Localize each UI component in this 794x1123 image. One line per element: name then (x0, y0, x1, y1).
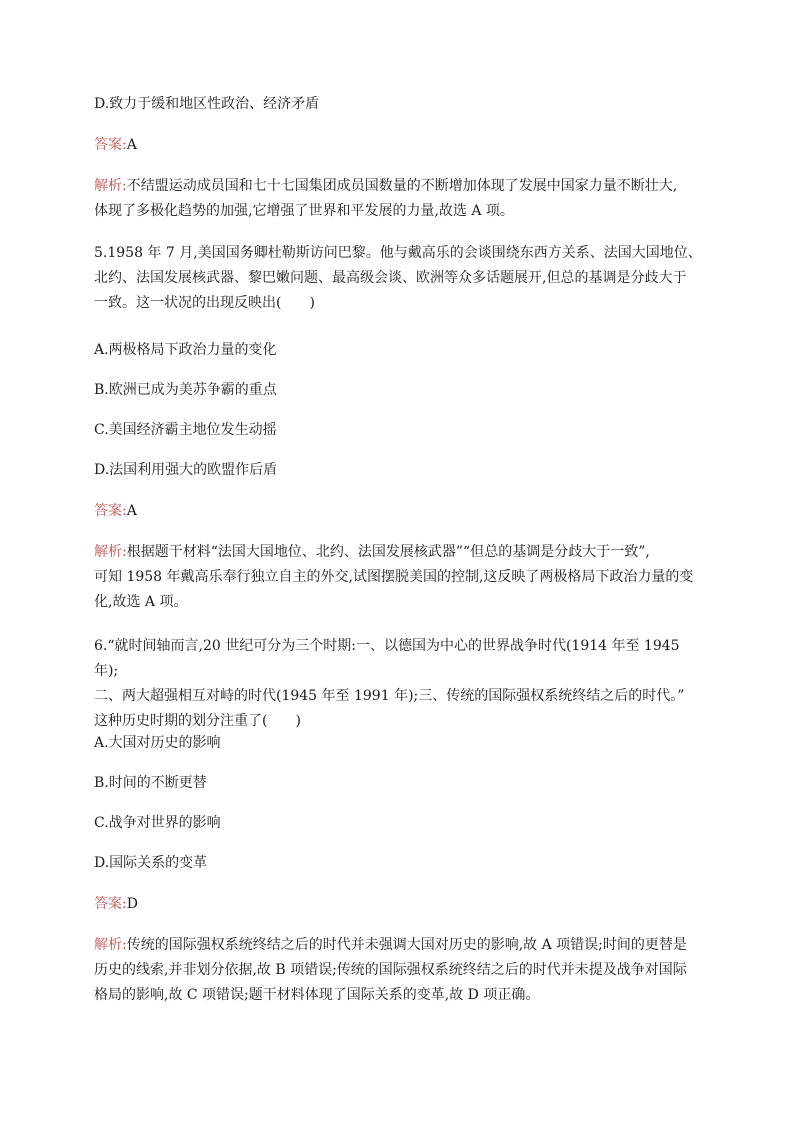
analysis-text: 格局的影响,故 C 项错误;题干材料体现了国际关系的变革,故 D 项正确。 (94, 987, 540, 1003)
question-text: 二、两大超强相互对峙的时代(1945 年至 1991 年);三、传统的国际强权系统终结之后的时代。” (94, 688, 685, 704)
q6-option-d: D.国际关系的变革 (94, 855, 208, 871)
answer-value: D (126, 896, 138, 912)
q5-answer (94, 499, 706, 524)
analysis-text: 历史的线索,并非划分依据,故 B 项错误;传统的国际强权系统终结之后的时代并未提及战争对国际 (94, 962, 687, 978)
q5-option-d: D.法国利用强大的欧盟作后盾 (94, 462, 278, 478)
analysis-text: 不结盟运动成员国和七十七国集团成员国数量的不断增加体现了发展中国家力量不断壮大, (126, 178, 678, 194)
q6-option-a: A.大国对历史的影响 (94, 735, 221, 751)
answer-value: A (126, 503, 137, 519)
question-text: 5.1958 年 7 月,美国国务卿杜勒斯访问巴黎。他与戴高乐的会谈围绕东西方关系、法国大国地位、 (94, 245, 702, 261)
q5-option-a: A.两极格局下政治力量的变化 (94, 342, 277, 358)
q6-answer (94, 892, 706, 917)
analysis-text: 体现了多极化趋势的加强,它增强了世界和平发展的力量,故选 A 项。 (94, 203, 514, 219)
question-text: 6.“就时间轴而言,20 世纪可分为三个时期:一、以德国为中心的世界战争时代(1914 年至 1945 年); (94, 638, 680, 679)
answer-label: 答案: (94, 503, 127, 519)
q6-option-b: B.时间的不断更替 (94, 775, 207, 791)
q5-analysis (94, 540, 706, 615)
q5-option-c: C.美国经济霸主地位发生动摇 (94, 422, 277, 438)
question-text: 北约、法国发展核武器、黎巴嫩问题、最高级会谈、欧洲等众多话题展开,但总的基调是分歧大于 (94, 270, 687, 286)
analysis-text: 传统的国际强权系统终结之后的时代并未强调大国对历史的影响,故 A 项错误;时间的更替是 (126, 937, 687, 953)
analysis-label: 解析: (94, 178, 127, 194)
analysis-text: 根据题干材料“法国大国地位、北约、法国发展核武器”“但总的基调是分歧大于一致”, (126, 544, 650, 560)
answer-value: A (126, 137, 137, 153)
q4-answer (94, 133, 706, 158)
q6-question (94, 634, 706, 734)
q6-option-c: C.战争对世界的影响 (94, 815, 221, 831)
q5-question (94, 241, 706, 316)
answer-label: 答案: (94, 896, 127, 912)
analysis-label: 解析: (94, 937, 127, 953)
analysis-label: 解析: (94, 544, 127, 560)
q4-option-d: D.致力于缓和地区性政治、经济矛盾 (94, 96, 320, 112)
q5-option-b: B.欧洲已成为美苏争霸的重点 (94, 382, 277, 398)
q4-analysis (94, 174, 706, 224)
q6-analysis (94, 933, 706, 1008)
answer-label: 答案: (94, 137, 127, 153)
question-text: 这种历史时期的划分注重了( ) (94, 713, 301, 729)
analysis-text: 可知 1958 年戴高乐奉行独立自主的外交,试图摆脱美国的控制,这反映了两极格局下政治力量的变 (94, 569, 694, 585)
question-text: 一致。这一状况的出现反映出( ) (94, 295, 315, 311)
analysis-text: 化,故选 A 项。 (94, 594, 188, 610)
